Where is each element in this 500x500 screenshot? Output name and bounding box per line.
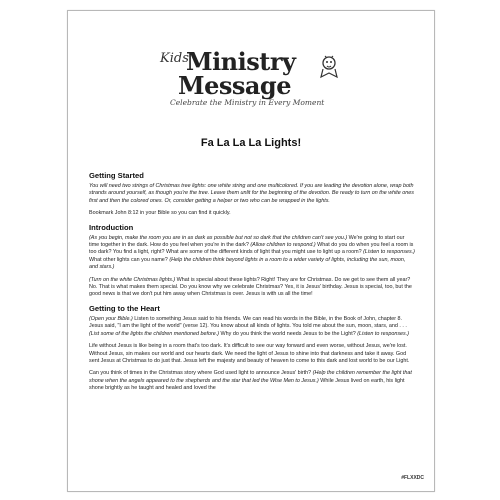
devotion-title: Fa La La La Lights! [200, 137, 302, 149]
introduction-paragraph-2: (Turn on the white Christmas lights.) What is special about these lights? Right! They are for Christmas. Do we get to see them all year? No. That is what makes them special. Do you know why we celebrate Christmas? Yes, it is Jesus' birthday. Jesus is special, too, but the good news is that we don't put him away when Christmas is over. Jesus is with us all the time! [89, 276, 412, 298]
introduction-paragraph-1: (As you begin, make the room you are in as dark as possible but not so dark that the children can't see you.) We're going to start our time together in the dark. How do you feel when you're in the dark? (Allow children to respond.) What do you do when you feel a room is too dark? You find a light, right? What are some of the different kinds of light that you might use to light up a room? (Listen to responses.) What other lights can you name? (Help the children think beyond lights in a room to a wider variety of lights, including the sun, moon, and stars.) [89, 234, 415, 271]
footer-code: #FLXXDC [401, 475, 424, 481]
section-getting-to-the-heart [89, 304, 415, 393]
kids-ministry-message-logo [160, 47, 350, 111]
heading-getting-started: Getting Started [89, 171, 144, 180]
heart-paragraph-2: Life without Jesus is like being in a room that's too dark. It's difficult to see our way forward and even worse, without Jesus, we're lost. Without Jesus, sin makes our world and our hearts dark. We need the light of Jesus to shine into that darkness and take it away. God sent Jesus at Christmas to do just that. Jesus left the majesty and beauty of heaven to come to this dark and lost world to be our Light. [89, 343, 410, 364]
logo-message-text: Message [178, 71, 291, 100]
section-introduction [89, 223, 415, 299]
heading-introduction: Introduction [89, 222, 134, 232]
document-page [67, 10, 435, 492]
heart-paragraph-1: (Open your Bible.) Listen to something Jesus said to his friends. We can read his words in the Bible, in the Book of John, chapter 8. Jesus said, "I am the light of the world" (verse 12). You know about all kinds of lights. You told me about the sun, moon, stars, and . . . (List some of the lights the children mentioned before.) Why do you think the world needs Jesus to be the Light? (Listen to responses.) [89, 315, 410, 337]
getting-started-paragraph-1: You will need two strings of Christmas tree lights: one white string and one multicolored. If you are leading the devotion alone, wrap both strands around yourself, as though you're the tree. Leave them unlit for the beginning of the devotion. Be ready to turn on the white ones first and then the colored ones. Or, consider getting a helper or two who can be wrapped in the lights. [89, 183, 414, 204]
bird-mascot-icon [316, 53, 342, 83]
logo-tagline: Celebrate the Ministry in Every Moment [170, 98, 325, 107]
section-getting-started [89, 171, 415, 218]
devotion-body [89, 171, 415, 398]
logo-ministry-text: Ministry [186, 47, 296, 76]
heart-paragraph-3: Can you think of times in the Christmas story where God used light to announce Jesus' birth? (Help the children remember the light that shone when the angels appeared to the shepherds and the star that led the Wise Men to Jesus.) While Jesus lived on earth, his light shone brightly as he taught and healed and loved the [89, 370, 412, 392]
heading-getting-to-the-heart: Getting to the Heart [89, 303, 160, 313]
logo-kids-text: Kids [160, 51, 189, 66]
getting-started-paragraph-2: Bookmark John 8:12 in your Bible so you can find it quickly. [89, 210, 231, 217]
